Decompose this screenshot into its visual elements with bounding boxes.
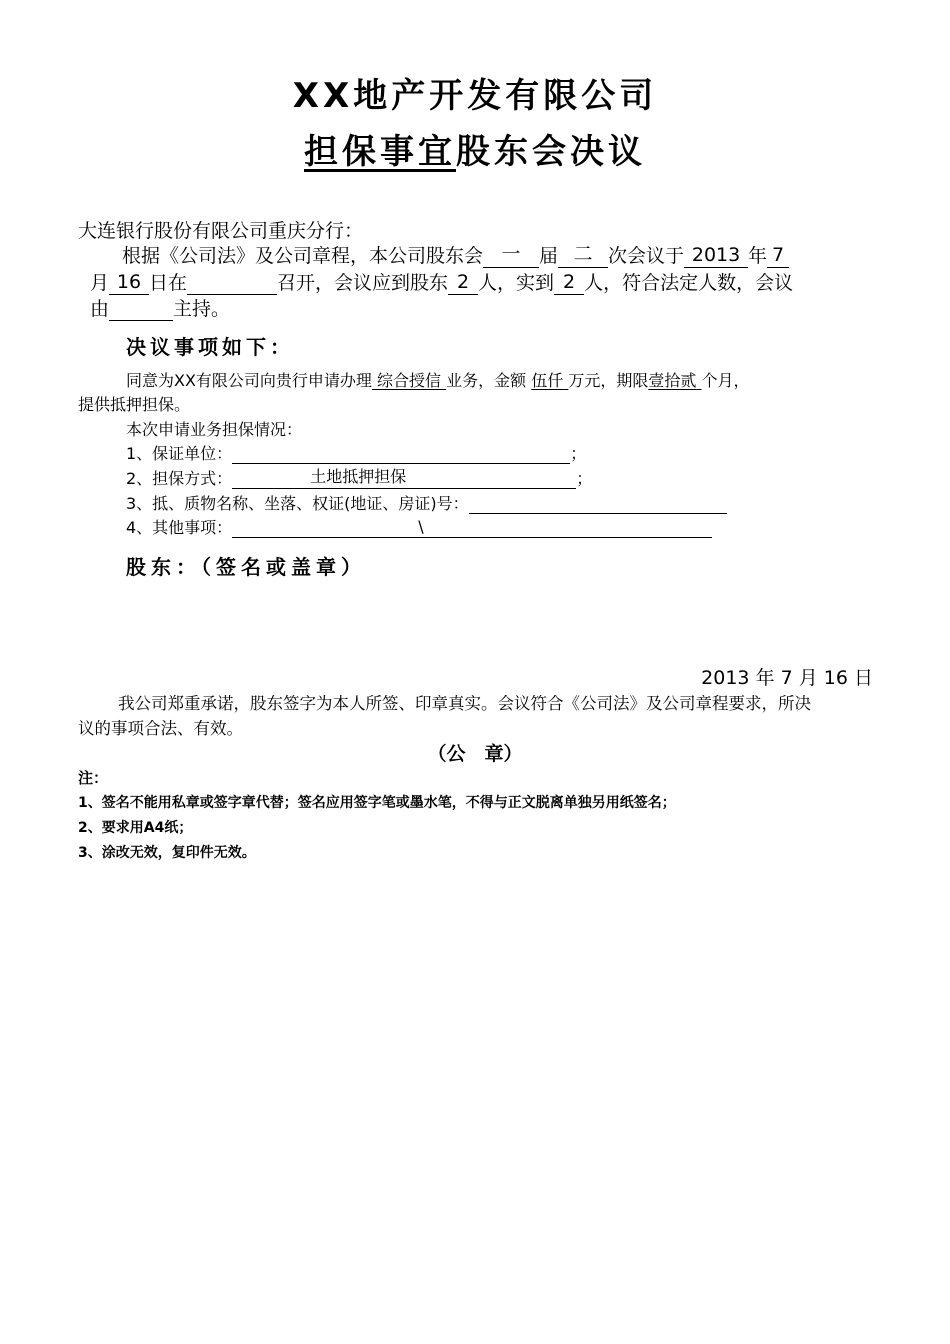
- chair-field: [109, 302, 173, 321]
- guarantee-intro: 本次申请业务担保情况：: [126, 420, 303, 439]
- item-collateral: 3、抵、质物名称、坐落、权证(地证、房证)号：: [126, 491, 727, 514]
- expected-shareholders-field: 2: [448, 276, 478, 295]
- resolution-line1: 同意为XX有限公司向贵行申请办理 综合授信 业务，金额 伍仟 万元，期限壹拾贰 个月，: [126, 371, 750, 390]
- commitment-line2: 议的事项合法、有效。: [78, 719, 243, 738]
- day-field: 16: [109, 276, 149, 295]
- item-guarantor: 1、保证单位： ；: [126, 444, 587, 463]
- signature-date: 2013 年 7 月 16 日: [701, 667, 873, 689]
- session-field: 一: [483, 249, 539, 268]
- shareholder-signature-heading: 股东：（签名或盖章）: [126, 555, 366, 579]
- meeting-number-field: 二: [558, 249, 608, 268]
- year-field: 2013: [684, 249, 748, 268]
- notes-heading: 注：: [78, 769, 109, 787]
- location-field: [187, 276, 277, 295]
- resolution-heading: 决议事项如下：: [126, 335, 294, 359]
- business-type: 综合授信: [377, 371, 442, 390]
- title-rest: 股东会决议: [456, 132, 646, 172]
- amount: 伍仟: [531, 371, 564, 390]
- addressee: 大连银行股份有限公司重庆分行：: [78, 220, 364, 242]
- item-guarantee-method: 2、担保方式： 土地抵押担保 ；: [126, 467, 593, 488]
- company-seal-label: （公 章）: [427, 743, 523, 765]
- title-underlined-part: 担保事宜: [304, 132, 456, 172]
- commitment-line1: 我公司郑重承诺，股东签字为本人所签、印章真实。会议符合《公司法》及公司章程要求，所决: [118, 694, 811, 713]
- note-1: 1、签名不能用私章或签字章代替；签名应用签字笔或墨水笔，不得与正文脱离单独另用纸签名；: [78, 795, 676, 811]
- note-2: 2、要求用A4纸；: [78, 820, 193, 836]
- meeting-paragraph-line3: 由 主持。: [90, 298, 231, 320]
- guarantee-method-field: 土地抵押担保: [232, 470, 576, 489]
- meeting-paragraph-line2: 月 16 日在 召开，会议应到股东 2 人，实到 2 人，符合法定人数，会议: [90, 271, 794, 294]
- other-matters-field: \: [232, 519, 712, 538]
- resolution-line2: 提供抵押担保。: [78, 395, 191, 414]
- term: 壹拾贰: [648, 371, 697, 390]
- company-title: XX地产开发有限公司: [292, 76, 658, 116]
- item-other: 4、其他事项： \: [126, 515, 712, 538]
- present-shareholders-field: 2: [554, 276, 584, 295]
- collateral-field: [469, 495, 727, 514]
- month-field: 7: [767, 249, 789, 268]
- meeting-paragraph-line1: 根据《公司法》及公司章程，本公司股东会 一 届 二 次会议于 2013 年 7: [122, 241, 789, 268]
- note-3: 3、涂改无效，复印件无效。: [78, 845, 256, 861]
- guarantor-field: [232, 445, 570, 464]
- document-title: [0, 124, 950, 173]
